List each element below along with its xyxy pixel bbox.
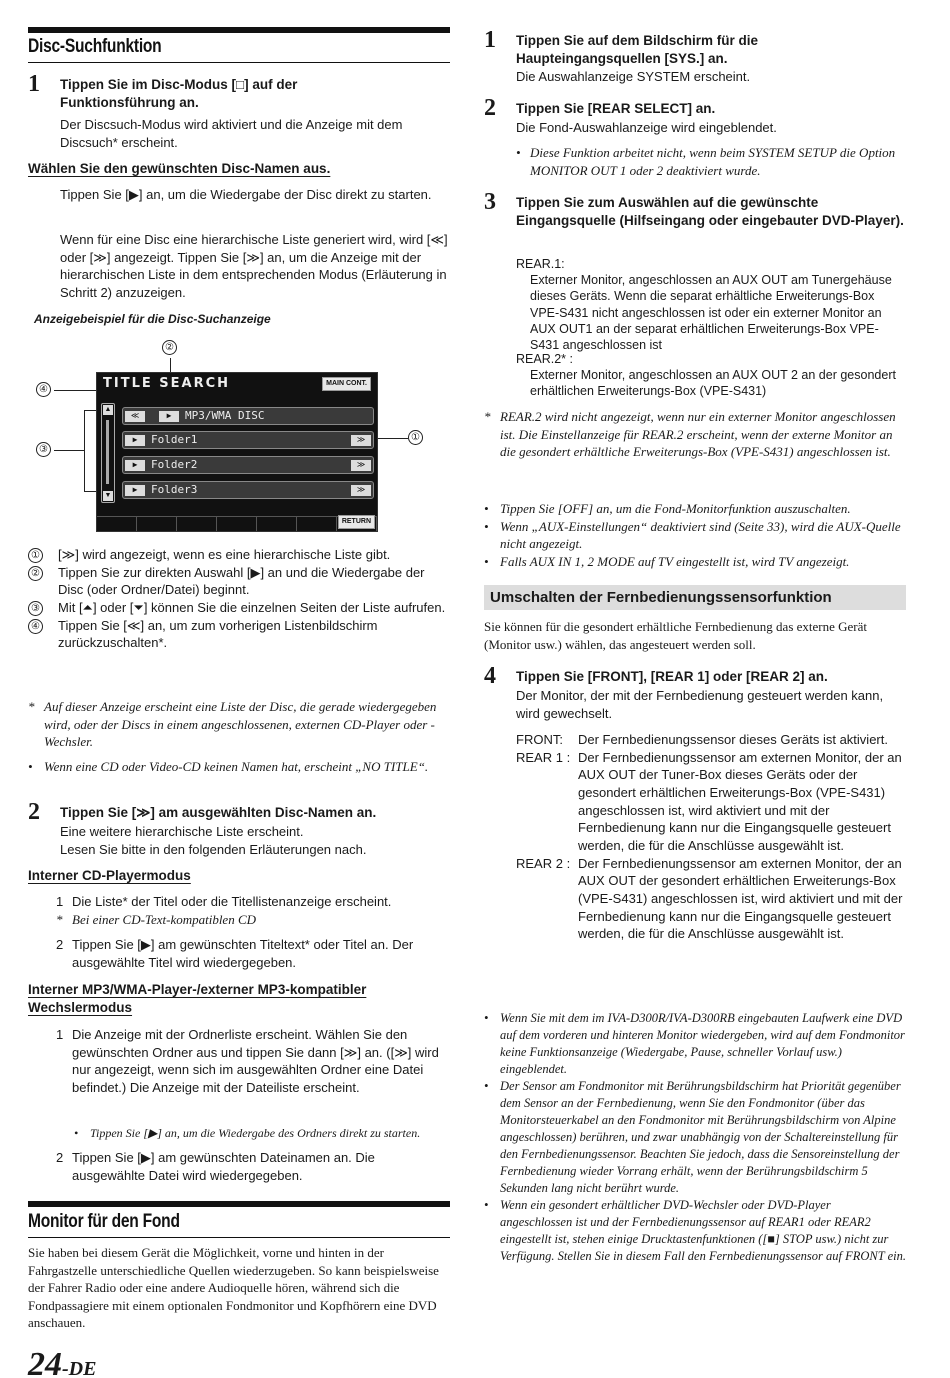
page-number: 24-DE — [28, 1346, 97, 1378]
option-description: Externer Monitor, angeschlossen an AUX OUT 2 an der gesondert erhältlichen Erweiterungs-Box (VPE-S431) — [530, 368, 896, 399]
note-list — [28, 546, 450, 652]
forward-icon[interactable]: ≫ — [351, 460, 371, 471]
play-icon[interactable]: ▶ — [125, 435, 145, 446]
title-search-screen — [96, 372, 378, 532]
step-instruction: Tippen Sie im Disc-Modus [□] auf der Funktionsführung an. — [60, 77, 298, 110]
definition-list — [516, 731, 906, 943]
step-number: 3 — [484, 189, 496, 215]
list-item: ④ Tippen Sie [≪] an, um zum vorherigen Listenbildschirm zurückzuschalten*. — [28, 617, 450, 652]
option-description: Externer Monitor, angeschlossen an AUX OUT am Tunergehäuse dieses Geräts. Wenn die separat erhältliche Erweiterungs-Box VPE-S431 nicht angeschlossen ist oder ein externer Monitor an AUX OUT1 an der separat erhältlichen Erweiterungs-Box VPE-S431 angeschlossen ist — [530, 273, 892, 352]
step-description: Eine weitere hierarchische Liste erscheint. — [60, 824, 304, 839]
section-rule — [28, 27, 450, 33]
paragraph: Wenn für eine Disc eine hierarchische Liste generiert wird, wird [≪] oder [≫] angezeigt. Tippen Sie [≫] an, um die Anzeige mit der hierarchischen Liste in dem entsprechenden Modus (Erläuterung in Schritt 2) anzuzeigen. — [60, 232, 448, 301]
list-item: REAR 2 : Der Fernbedienungssensor am externen Monitor, der an AUX OUT der gesondert erhältlichen Erweiterungs-Box (VPE-S431) angeschlossen ist, wird aktiviert und mit der Fernbedienung kann nur die Eingangsquelle gesteuert werden, die für die Anschlüsse ausgewählt ist. — [516, 855, 903, 942]
list-item: ② Tippen Sie zur direkten Auswahl [▶] an und die Wiedergabe der Disc (oder Ordner/Datei) beginnt. — [28, 564, 450, 599]
section-intro: Sie haben bei diesem Gerät die Möglichkeit, vorne und hinten in der Fahrgastzelle unterschiedliche Quellen wiederzugeben. So kann beispielsweise der Fahrer Radio oder eine andere Audioquelle hören, während sich die Fondpassagiere mit einem optionalen Fondmonitor und Kopfhörern eine DVD anschauen. — [28, 1245, 439, 1331]
main-cont-button[interactable]: MAIN CONT. — [322, 377, 371, 391]
callout-3: ③ — [36, 442, 51, 458]
step-description: Der Discsuch-Modus wird aktiviert und die Anzeige mit dem Discsuch* erscheint. — [60, 117, 403, 150]
callout-4: ④ — [36, 382, 51, 398]
step-instruction: Tippen Sie [FRONT], [REAR 1] oder [REAR 2] an. — [516, 669, 828, 684]
step-number: 1 — [28, 71, 40, 97]
scrollbar[interactable] — [101, 403, 115, 503]
list-item: • Tippen Sie [OFF] an, um die Fond-Monitorfunktion auszuschalten. — [484, 501, 851, 516]
option-label: REAR.2* : — [516, 352, 573, 366]
bullet-list — [484, 500, 906, 570]
section-title: Monitor für den Fond — [28, 1211, 180, 1232]
callout-2: ② — [162, 340, 177, 356]
bullet-note: • Diese Funktion arbeitet nicht, wenn beim SYSTEM SETUP die Option MONITOR OUT 1 oder 2 deaktiviert wurde. — [516, 145, 896, 178]
step-description: Die Auswahlanzeige SYSTEM erscheint. — [516, 69, 751, 84]
paragraph: Tippen Sie [▶] an, um die Wiedergabe der Disc direkt zu starten. — [60, 187, 432, 202]
step-number: 2 — [28, 799, 40, 825]
subsection-heading: Umschalten der Fernbedienungssensorfunktion — [484, 585, 906, 610]
list-item: 1 Die Liste* der Titel oder die Titellistenanzeige erscheint. — [56, 894, 392, 909]
list-item: FRONT: Der Fernbedienungssensor dieses Geräts ist aktiviert. — [516, 732, 888, 747]
step-number: 2 — [484, 95, 496, 121]
page-down-icon[interactable]: ▼ — [104, 492, 112, 499]
section-rule — [28, 1201, 450, 1207]
step-description: Die Fond-Auswahlanzeige wird eingeblendet. — [516, 120, 777, 135]
subsection-heading: Wählen Sie den gewünschten Disc-Namen aus. — [28, 161, 331, 176]
forward-icon[interactable]: ≫ — [351, 435, 371, 446]
list-row-folder[interactable]: ▶ Folder1 ≫ — [122, 431, 374, 449]
list-row-folder[interactable]: ▶ Folder2 ≫ — [122, 456, 374, 474]
section-rule — [28, 1237, 450, 1238]
leader-line — [54, 450, 84, 451]
list-item: 2 Tippen Sie [▶] am gewünschten Dateinamen an. Die ausgewählte Datei wird wiedergegeben. — [56, 1150, 375, 1183]
return-button[interactable]: RETURN — [338, 515, 375, 529]
step-instruction: Tippen Sie zum Auswählen auf die gewünschte Eingangsquelle (Hilfseingang oder eingebauter DVD-Player). — [516, 195, 904, 228]
function-bar — [97, 516, 377, 531]
list-item: REAR 1 : Der Fernbedienungssensor am externen Monitor, der an AUX OUT der Tuner-Box dieses Geräts oder der gesondert erhältlichen Erweiterungs-Box (VPE-S431) angeschlossen ist, wird aktiviert und mit der Fernbedienung kann nur die Eingangsquelle gesteuert werden, die für die Anschlüsse ausgewählt ist. — [516, 749, 902, 854]
back-icon[interactable]: ≪ — [125, 411, 145, 422]
scroll-track — [106, 420, 109, 484]
bullet-note: • Wenn eine CD oder Video-CD keinen Namen hat, erscheint „NO TITLE“. — [28, 759, 429, 774]
list-item: • Wenn „AUX-Einstellungen“ deaktiviert sind (Seite 33), wird die AUX-Quelle nicht angezeigt. — [484, 518, 901, 552]
screen-title: TITLE SEARCH — [103, 376, 230, 391]
step-number: 4 — [484, 663, 496, 689]
play-icon[interactable]: ▶ — [159, 411, 179, 422]
callout-1: ① — [408, 430, 423, 446]
list-item: • Der Sensor am Fondmonitor mit Berührungsbildschirm hat Priorität gegenüber dem Sensor an der Fernbedienung, wenn Sie den Fondmonitor (über das Monitorsteuerkabel an den Fondmonitor mit Berührungsbildschirm von Alpine angeschlossen) berühren, und zwar unabhängig von der Schaltereinstellung für den Fernbedienungssensor. Beachten Sie jedoch, dass die Sensoreinstellung der Fernbedienung wieder Vorrang erhält, wenn der Berührungsbildschirm 5 Sekunden lang nicht berührt wurde. — [484, 1079, 901, 1195]
section-rule — [28, 62, 450, 63]
list-row-disc[interactable]: ≪ ▶ MP3/WMA DISC — [122, 407, 374, 425]
step-instruction: Tippen Sie [≫] am ausgewählten Disc-Namen an. — [60, 805, 377, 820]
list-item: • Wenn ein gesondert erhältlicher DVD-Wechsler oder DVD-Player angeschlossen ist und der Fernbedienungssensor auf REAR1 oder REAR2 eingestellt ist, stehen einige Drucktastenfunktionen ([■] STOP usw.) nicht zur Verfügung. Stellen Sie in diesem Fall den Fernbedienungssensor auf FRONT ein. — [484, 1198, 906, 1263]
list-item: ③ Mit [⏶] oder [⏷] können Sie die einzelnen Seiten der Liste aufrufen. — [28, 599, 450, 617]
play-icon[interactable]: ▶ — [125, 460, 145, 471]
section-title: Disc-Suchfunktion — [28, 36, 162, 57]
bullet-note: • Tippen Sie [▶] an, um die Wiedergabe des Ordners direkt zu starten. — [74, 1126, 421, 1140]
list-item: • Wenn Sie mit dem im IVA-D300R/IVA-D300RB eingebauten Laufwerk eine DVD auf dem vorderen und hinteren Monitor wiedergeben, wird auf dem Fondmonitor keine Funktionsanzeige (Wiedergabe, Pause, schneller Vorlauf usw.) eingeblendet. — [484, 1011, 905, 1076]
step-description: Der Monitor, der mit der Fernbedienung gesteuert werden kann, wird gewechselt. — [516, 688, 884, 721]
subsection-heading: Interner MP3/WMA-Player-/externer MP3-kompatibler Wechslermodus — [28, 982, 367, 1016]
step-number: 1 — [484, 27, 496, 53]
footnote: * Bei einer CD-Text-kompatiblen CD — [56, 912, 257, 927]
bullet-list — [484, 1010, 906, 1265]
list-item: 2 Tippen Sie [▶] am gewünschten Titeltext* oder Titel an. Der ausgewählte Titel wird wiedergegeben. — [56, 937, 414, 970]
figure-caption: Anzeigebeispiel für die Disc-Suchanzeige — [34, 312, 271, 326]
step-description: Lesen Sie bitte in den folgenden Erläuterungen nach. — [60, 842, 367, 857]
paragraph: Sie können für die gesondert erhältliche Fernbedienung das externe Gerät (Monitor usw.) wählen, das angesteuert werden soll. — [484, 619, 867, 652]
step-instruction: Tippen Sie [REAR SELECT] an. — [516, 101, 716, 116]
footnote: * Auf dieser Anzeige erscheint eine Liste der Disc, die gerade wiedergegeben wird, oder der Discs in einem angeschlossenen, externen CD-Player oder -Wechsler. — [28, 699, 437, 750]
forward-icon[interactable]: ≫ — [351, 485, 371, 496]
footnote: * REAR.2 wird nicht angezeigt, wenn nur ein externer Monitor angeschlossen ist. Die Einstellanzeige für REAR.2 erscheint, wenn der externe Monitor an die gesondert erhältliche Erweiterungs-Box (VPE-S431) angeschlossen ist. — [484, 409, 896, 460]
list-item: 1 Die Anzeige mit der Ordnerliste erscheint. Wählen Sie den gewünschten Ordner aus und tippen Sie dann [≫] an. ([≫] wird nur angezeigt, wenn sich im ausgewählten Ordner eine Datei befindet.) Die Anzeige mit der Dateiliste erscheint. — [56, 1027, 439, 1096]
list-row-folder[interactable]: ▶ Folder3 ≫ — [122, 481, 374, 499]
play-icon[interactable]: ▶ — [125, 485, 145, 496]
list-item: • Falls AUX IN 1, 2 MODE auf TV eingestellt ist, wird TV angezeigt. — [484, 553, 850, 569]
page-up-icon[interactable]: ▲ — [104, 406, 112, 413]
option-label: REAR.1: — [516, 257, 565, 271]
list-item: ① [≫] wird angezeigt, wenn es eine hierarchische Liste gibt. — [28, 546, 450, 564]
step-instruction: Tippen Sie auf dem Bildschirm für die Haupteingangsquellen [SYS.] an. — [516, 33, 759, 66]
subsection-heading: Interner CD-Playermodus — [28, 868, 191, 883]
